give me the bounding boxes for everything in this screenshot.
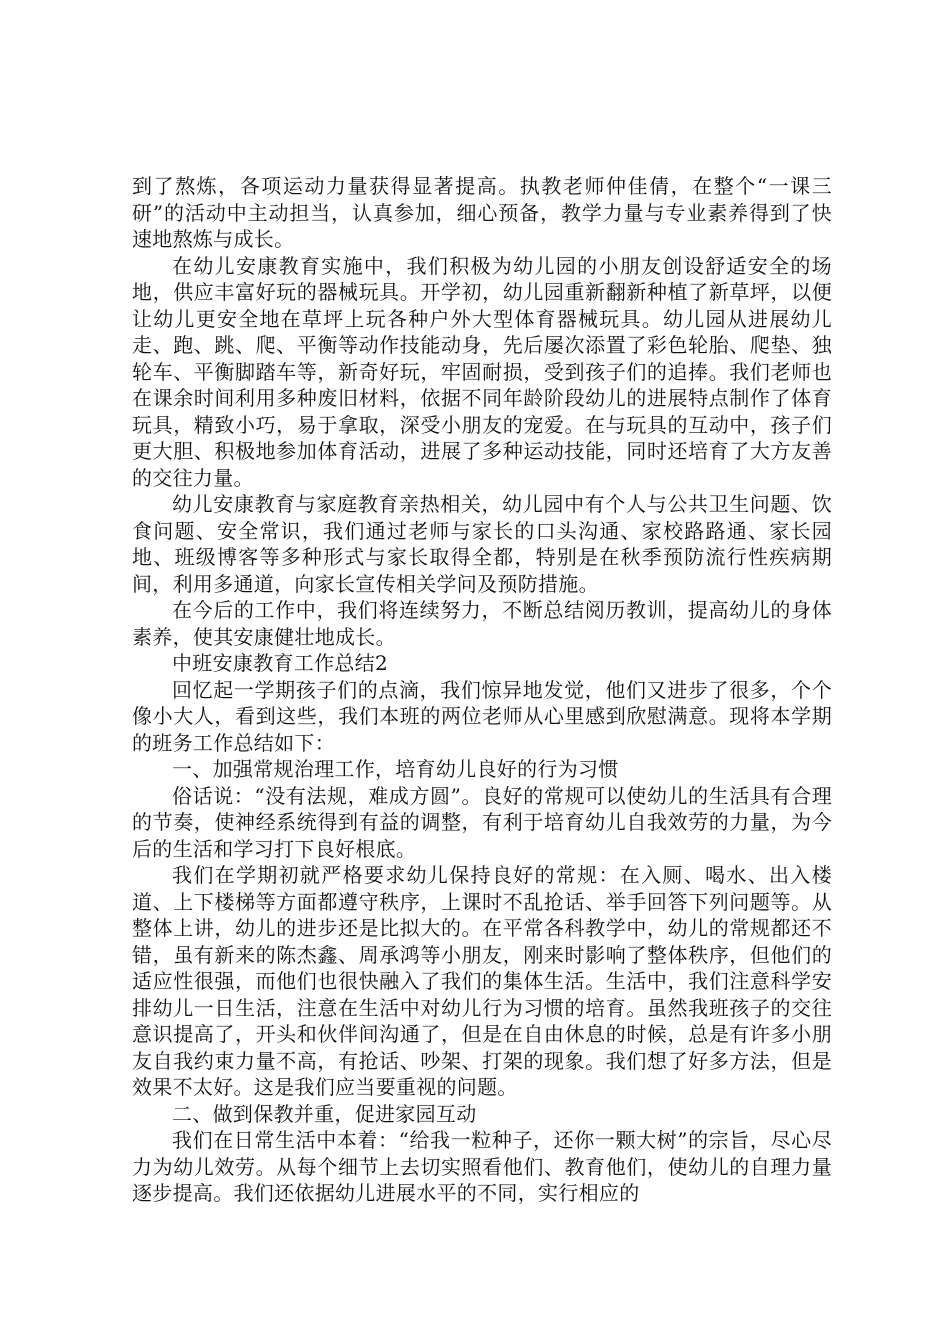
section-title: 中班安康教育工作总结2: [172, 651, 389, 675]
paragraph-future-work: 在今后的工作中，我们将连续努力，不断总结阅历教训，提高幼儿的身体素养，使其安康健壮地成长。: [132, 598, 832, 649]
paragraph-health-education-facilities: 在幼儿安康教育实施中，我们积极为幼儿园的小朋友创设舒适安全的场地，供应丰富好玩的器械玩具。开学初，幼儿园重新翻新种植了新草坪，以便让幼儿更安全地在草坪上玩各种户外大型体育器械玩具。幼儿园从进展幼儿走、跑、跳、爬、平衡等动作技能动身，先后屡次添置了彩色轮胎、爬垫、独轮车、平衡脚踏车等，新奇好玩，牢固耐损，受到孩子们的追捧。我们老师也在课余时间利用多种废旧材料，依据不同年龄阶段幼儿的进展特点制作了体育玩具，精致小巧，易于拿取，深受小朋友的宠爱。在与玩具的互动中，孩子们更大胆、积极地参加体育活动，进展了多种运动技能，同时还培育了大方友善的交往力量。: [132, 253, 832, 490]
paragraph-family-education: 幼儿安康教育与家庭教育亲热相关，幼儿园中有个人与公共卫生问题、饮食问题、安全常识，我们通过老师与家长的口头沟通、家校路路通、家长园地、班级博客等多种形式与家长取得全都，特别是在秋季预防流行性疾病期间，利用多通道，向家长宣传相关学问及预防措施。: [132, 492, 832, 596]
paragraph-semester-review: 回忆起一学期孩子们的点滴，我们惊异地发觉，他们又进步了很多，个个像小大人，看到这些，我们本班的两位老师从心里感到欣慰满意。现将本学期的班务工作总结如下：: [132, 677, 832, 755]
heading-routine-management: 一、加强常规治理工作，培育幼儿良好的行为习惯: [172, 757, 619, 781]
paragraph-continuation: 到了熬炼，各项运动力量获得显著提高。执教老师仲佳倩，在整个“一课三研”的活动中主动担当，认真参加，细心预备，教学力量与专业素养得到了快速地熬炼与成长。: [132, 174, 832, 251]
paragraph-daily-life: 我们在日常生活中本着：“给我一粒种子，还你一颗大树”的宗旨，尽心尽力为幼儿效劳。从每个细节上去切实照看他们、教育他们，使幼儿的自理力量逐步提高。我们还依据幼儿进展水平的不同，实行相应的: [132, 1128, 832, 1205]
paragraph-proverb: 俗话说：“没有法规，难成方圆”。良好的常规可以使幼儿的生活具有合理的节奏，使神经系统得到有益的调整，有利于培育幼儿自我效劳的力量，为今后的生活和学习打下良好根底。: [132, 783, 832, 861]
paragraph-routine-details: 我们在学期初就严格要求幼儿保持良好的常规：在入厕、喝水、出入楼道、上下楼梯等方面都遵守秩序，上课时不乱抢话、举手回答下列问题等。从整体上讲，幼儿的进步还是比拟大的。在平常各科教学中，幼儿的常规都还不错，虽有新来的陈杰鑫、周承鸿等小朋友，刚来时影响了整体秩序，但他们的适应性很强，而他们也很快融入了我们的集体生活。生活中，我们注意科学安排幼儿一日生活，注意在生活中对幼儿行为习惯的培育。虽然我班孩子的交往意识提高了，开头和伙伴间沟通了，但是在自由休息的时候，总是有许多小朋友自我约束力量不高，有抢话、吵架、打架的现象。我们想了好多方法，但是效果不太好。这是我们应当要重视的问题。: [132, 863, 832, 1099]
heading-care-and-education: 二、做到保教并重，促进家园互动: [172, 1101, 477, 1126]
document-body: [132, 173, 832, 1207]
